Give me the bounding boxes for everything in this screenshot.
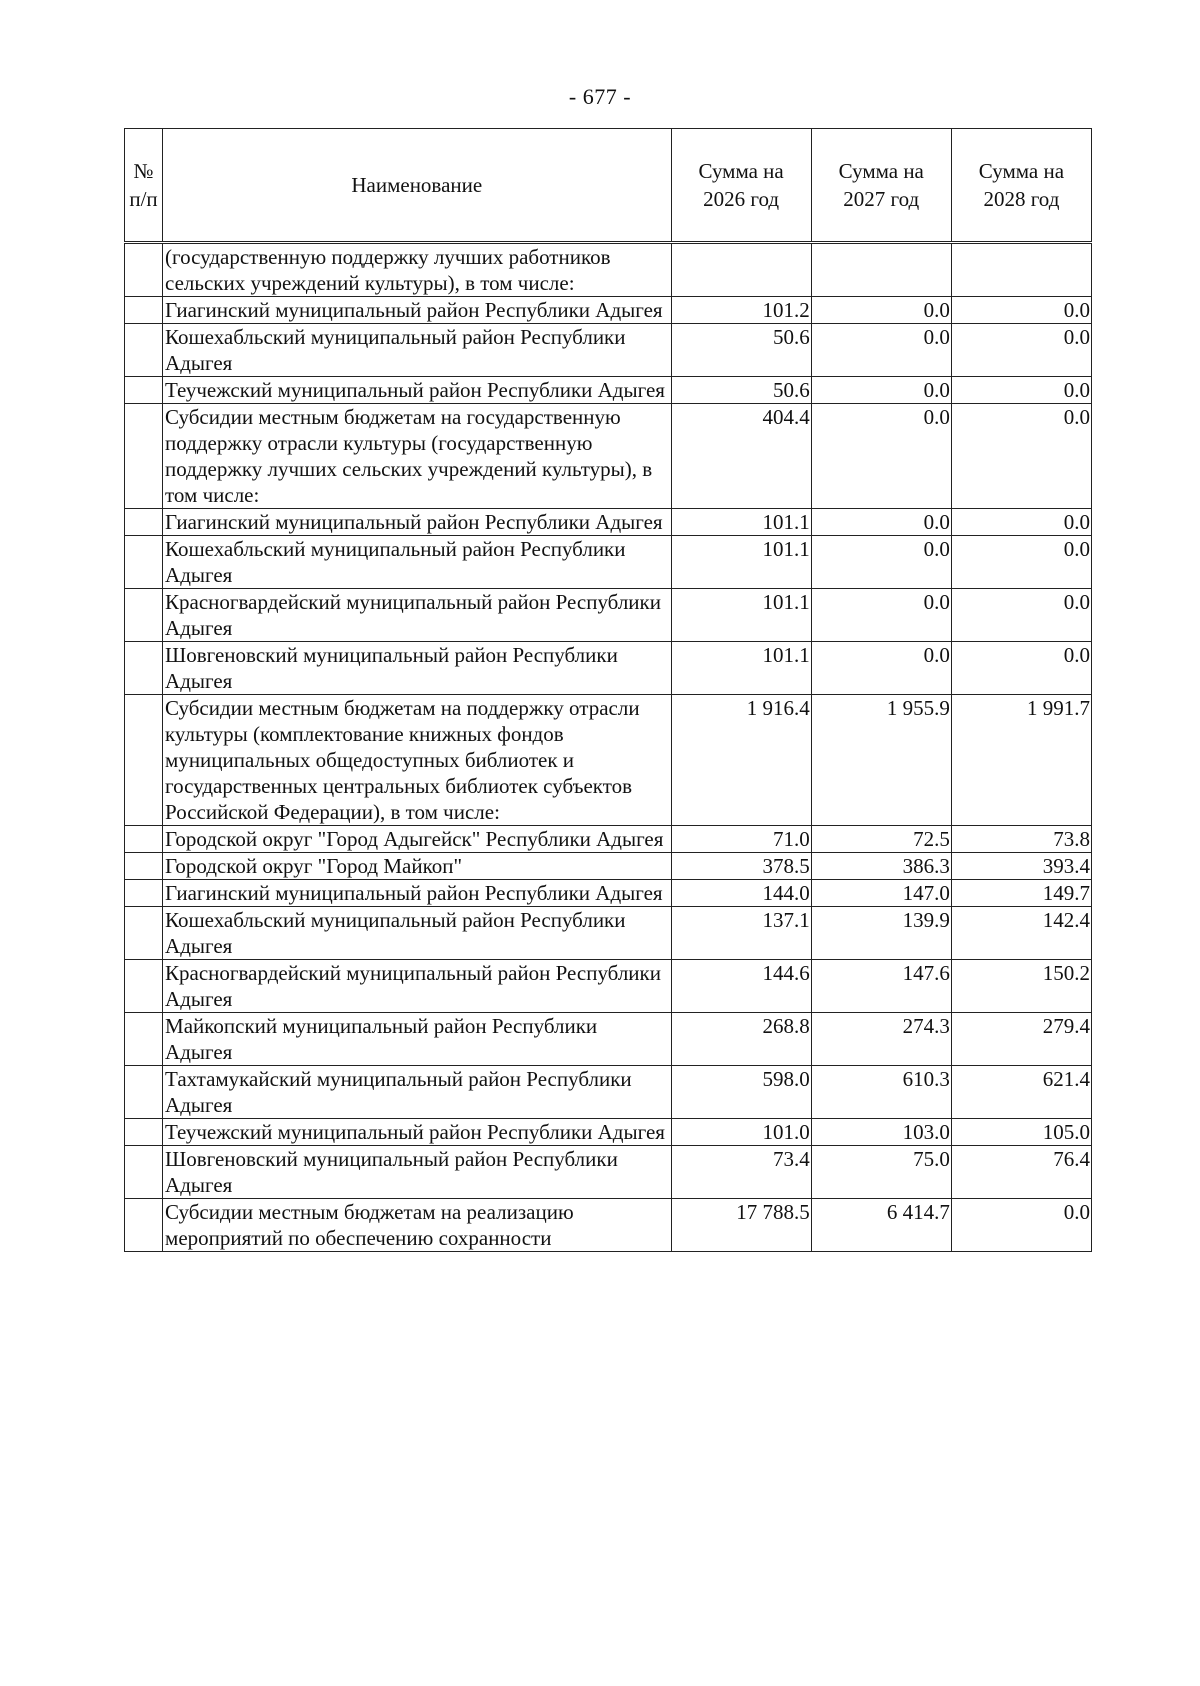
amount-2027-cell: 0.0 <box>811 324 951 377</box>
table-header <box>125 129 1092 243</box>
table-row <box>125 243 1092 297</box>
table-row <box>125 297 1092 324</box>
row-name-cell: Гиагинский муниципальный район Республики Адыгея <box>163 297 672 324</box>
amount-2027-cell: 610.3 <box>811 1066 951 1119</box>
amount-2026-cell: 50.6 <box>671 377 811 404</box>
amount-2027-cell: 147.6 <box>811 960 951 1013</box>
row-number-cell <box>125 404 163 509</box>
amount-2026-cell: 50.6 <box>671 324 811 377</box>
row-number-cell <box>125 297 163 324</box>
row-number-cell <box>125 880 163 907</box>
amount-2026-cell <box>671 243 811 297</box>
table-row <box>125 695 1092 826</box>
amount-2027-cell: 0.0 <box>811 642 951 695</box>
row-number-cell <box>125 960 163 1013</box>
row-name-cell: Субсидии местным бюджетам на реализацию мероприятий по обеспечению сохранности <box>163 1199 672 1252</box>
row-number-cell <box>125 1146 163 1199</box>
table-row <box>125 377 1092 404</box>
table-row <box>125 1146 1092 1199</box>
amount-2028-cell: 149.7 <box>951 880 1091 907</box>
amount-2028-cell: 0.0 <box>951 297 1091 324</box>
amount-2027-cell: 72.5 <box>811 826 951 853</box>
row-name-cell: (государственную поддержку лучших работников сельских учреждений культуры), в том числе: <box>163 243 672 297</box>
header-2026: Сумма на 2026 год <box>671 129 811 243</box>
row-name-cell: Гиагинский муниципальный район Республики Адыгея <box>163 509 672 536</box>
row-name-cell: Кошехабльский муниципальный район Республики Адыгея <box>163 907 672 960</box>
amount-2027-cell: 0.0 <box>811 404 951 509</box>
table-row <box>125 509 1092 536</box>
amount-2026-cell: 101.0 <box>671 1119 811 1146</box>
amount-2027-cell: 274.3 <box>811 1013 951 1066</box>
row-number-cell <box>125 1119 163 1146</box>
amount-2026-cell: 144.6 <box>671 960 811 1013</box>
amount-2026-cell: 101.1 <box>671 536 811 589</box>
amount-2027-cell: 147.0 <box>811 880 951 907</box>
amount-2026-cell: 101.1 <box>671 589 811 642</box>
amount-2027-cell <box>811 243 951 297</box>
header-row <box>125 129 1092 243</box>
table-row <box>125 880 1092 907</box>
amount-2028-cell: 0.0 <box>951 324 1091 377</box>
amount-2028-cell: 0.0 <box>951 509 1091 536</box>
table-row <box>125 1119 1092 1146</box>
amount-2026-cell: 71.0 <box>671 826 811 853</box>
amount-2027-cell: 0.0 <box>811 377 951 404</box>
row-name-cell: Городской округ "Город Майкоп" <box>163 853 672 880</box>
table-row <box>125 642 1092 695</box>
amount-2028-cell: 0.0 <box>951 642 1091 695</box>
amount-2026-cell: 404.4 <box>671 404 811 509</box>
amount-2028-cell: 0.0 <box>951 536 1091 589</box>
row-name-cell: Кошехабльский муниципальный район Республики Адыгея <box>163 536 672 589</box>
row-number-cell <box>125 907 163 960</box>
table-row <box>125 324 1092 377</box>
amount-2028-cell: 105.0 <box>951 1119 1091 1146</box>
amount-2027-cell: 1 955.9 <box>811 695 951 826</box>
row-name-cell: Красногвардейский муниципальный район Республики Адыгея <box>163 960 672 1013</box>
amount-2026-cell: 101.1 <box>671 642 811 695</box>
amount-2026-cell: 137.1 <box>671 907 811 960</box>
header-2027: Сумма на 2027 год <box>811 129 951 243</box>
amount-2027-cell: 386.3 <box>811 853 951 880</box>
amount-2028-cell: 0.0 <box>951 377 1091 404</box>
amount-2027-cell: 139.9 <box>811 907 951 960</box>
table-row <box>125 1199 1092 1252</box>
amount-2028-cell: 0.0 <box>951 404 1091 509</box>
row-name-cell: Гиагинский муниципальный район Республики Адыгея <box>163 880 672 907</box>
row-number-cell <box>125 243 163 297</box>
amount-2028-cell: 76.4 <box>951 1146 1091 1199</box>
amount-2026-cell: 101.2 <box>671 297 811 324</box>
header-2028: Сумма на 2028 год <box>951 129 1091 243</box>
amount-2026-cell: 268.8 <box>671 1013 811 1066</box>
amount-2028-cell: 279.4 <box>951 1013 1091 1066</box>
row-number-cell <box>125 1013 163 1066</box>
amount-2026-cell: 73.4 <box>671 1146 811 1199</box>
header-num: № п/п <box>125 129 163 243</box>
amount-2027-cell: 0.0 <box>811 509 951 536</box>
row-name-cell: Майкопский муниципальный район Республики Адыгея <box>163 1013 672 1066</box>
table-row <box>125 960 1092 1013</box>
row-name-cell: Шовгеновский муниципальный район Республики Адыгея <box>163 642 672 695</box>
row-name-cell: Субсидии местным бюджетам на поддержку отрасли культуры (комплектование книжных фондов муниципальных общедоступных библиотек и государственных центральных библиотек субъектов Российской Федерации), в том числе: <box>163 695 672 826</box>
amount-2027-cell: 75.0 <box>811 1146 951 1199</box>
table-row <box>125 1066 1092 1119</box>
row-number-cell <box>125 589 163 642</box>
amount-2027-cell: 0.0 <box>811 297 951 324</box>
row-name-cell: Городской округ "Город Адыгейск" Республики Адыгея <box>163 826 672 853</box>
amount-2027-cell: 0.0 <box>811 589 951 642</box>
amount-2028-cell: 0.0 <box>951 1199 1091 1252</box>
amount-2028-cell: 73.8 <box>951 826 1091 853</box>
amount-2028-cell: 142.4 <box>951 907 1091 960</box>
row-number-cell <box>125 853 163 880</box>
table-row <box>125 853 1092 880</box>
amount-2028-cell: 0.0 <box>951 589 1091 642</box>
table-row <box>125 826 1092 853</box>
amount-2026-cell: 101.1 <box>671 509 811 536</box>
amount-2028-cell: 1 991.7 <box>951 695 1091 826</box>
amount-2026-cell: 378.5 <box>671 853 811 880</box>
table-row <box>125 589 1092 642</box>
row-number-cell <box>125 324 163 377</box>
amount-2027-cell: 0.0 <box>811 536 951 589</box>
amount-2028-cell <box>951 243 1091 297</box>
row-name-cell: Красногвардейский муниципальный район Республики Адыгея <box>163 589 672 642</box>
row-name-cell: Кошехабльский муниципальный район Республики Адыгея <box>163 324 672 377</box>
amount-2027-cell: 6 414.7 <box>811 1199 951 1252</box>
table-row <box>125 536 1092 589</box>
page-number: - 677 - <box>568 84 632 109</box>
row-name-cell: Тахтамукайский муниципальный район Республики Адыгея <box>163 1066 672 1119</box>
amount-2028-cell: 393.4 <box>951 853 1091 880</box>
amount-2028-cell: 150.2 <box>951 960 1091 1013</box>
budget-table <box>124 128 1092 1252</box>
amount-2026-cell: 598.0 <box>671 1066 811 1119</box>
table-body <box>125 243 1092 1252</box>
row-name-cell: Субсидии местным бюджетам на государственную поддержку отрасли культуры (государственную поддержку лучших сельских учреждений культуры), в том числе: <box>163 404 672 509</box>
row-number-cell <box>125 509 163 536</box>
header-name: Наименование <box>163 129 672 243</box>
amount-2026-cell: 17 788.5 <box>671 1199 811 1252</box>
row-number-cell <box>125 826 163 853</box>
amount-2026-cell: 1 916.4 <box>671 695 811 826</box>
row-name-cell: Теучежский муниципальный район Республики Адыгея <box>163 1119 672 1146</box>
row-number-cell <box>125 1199 163 1252</box>
table-row <box>125 404 1092 509</box>
amount-2027-cell: 103.0 <box>811 1119 951 1146</box>
row-number-cell <box>125 1066 163 1119</box>
amount-2026-cell: 144.0 <box>671 880 811 907</box>
row-number-cell <box>125 642 163 695</box>
amount-2028-cell: 621.4 <box>951 1066 1091 1119</box>
row-number-cell <box>125 695 163 826</box>
table-row <box>125 907 1092 960</box>
row-number-cell <box>125 377 163 404</box>
table-row <box>125 1013 1092 1066</box>
row-name-cell: Теучежский муниципальный район Республики Адыгея <box>163 377 672 404</box>
row-number-cell <box>125 536 163 589</box>
row-name-cell: Шовгеновский муниципальный район Республики Адыгея <box>163 1146 672 1199</box>
